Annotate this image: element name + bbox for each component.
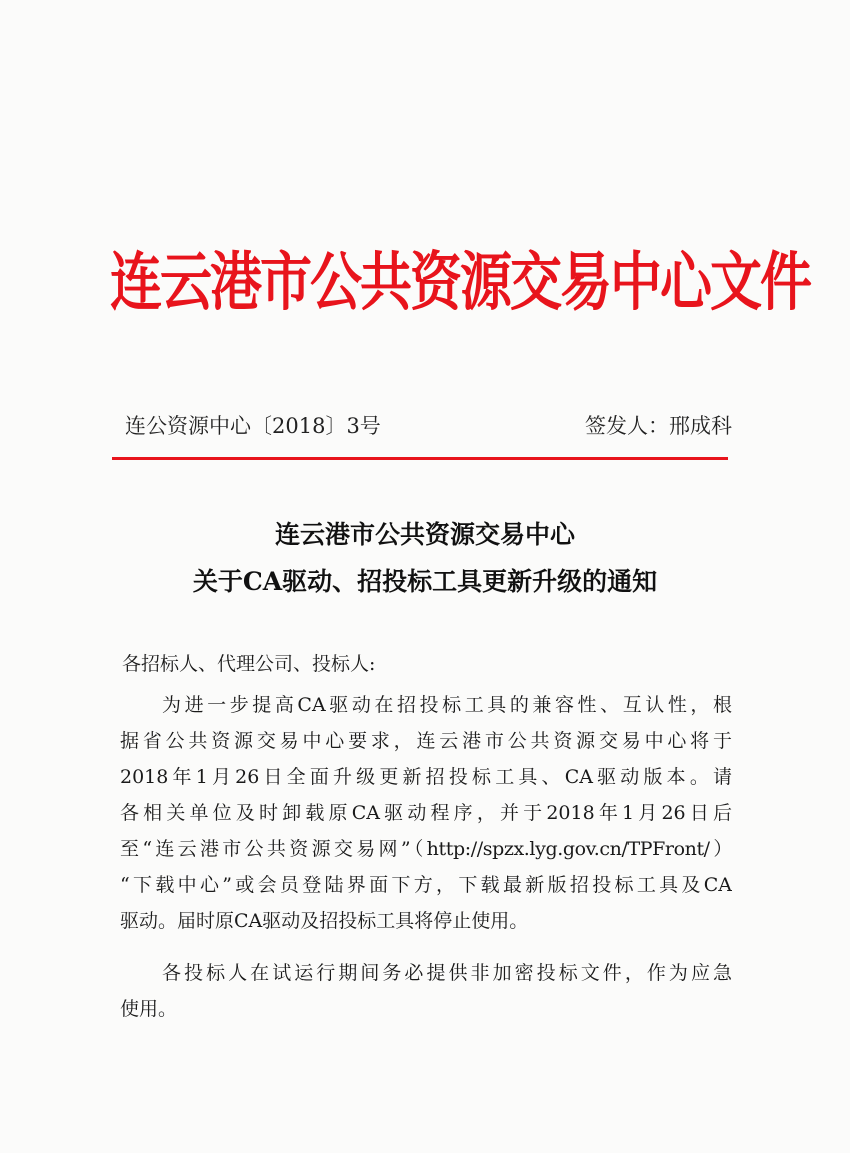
signer: 签发人：邢成科: [585, 414, 732, 438]
paragraph-1: [120, 690, 732, 942]
notice-title-line-1: 连云港市公共资源交易中心: [274, 520, 575, 549]
notice-body: [120, 690, 732, 1030]
notice-title-line-2: 关于CA驱动、招投标工具更新升级的通知: [192, 567, 658, 596]
paragraph-line: 为进一步提高CA驱动在招投标工具的兼容性、互认性，根: [162, 694, 732, 716]
paragraph-line: 驱动。届时原CA驱动及招投标工具将停止使用。: [120, 910, 529, 932]
paragraph-line: 各相关单位及时卸载原CA驱动程序，并于2018年1月26日后: [120, 802, 732, 824]
paragraph-line: 使用。: [120, 998, 178, 1020]
paragraph-2: [120, 958, 732, 1030]
paragraph-line: 据省公共资源交易中心要求，连云港市公共资源交易中心将于: [120, 730, 732, 752]
salutation: 各招标人、代理公司、投标人:: [122, 653, 376, 675]
red-divider-line: [112, 457, 728, 460]
paragraph-line: 2018年1月26日全面升级更新招投标工具、CA驱动版本。请: [120, 766, 732, 788]
paragraph-line: “下载中心”或会员登陆界面下方，下载最新版招投标工具及CA: [120, 874, 732, 896]
document-number: 连公资源中心〔2018〕3号: [125, 414, 381, 438]
paragraph-line: 至“连云港市公共资源交易网”（http://spzx.lyg.gov.cn/TPFront/）: [120, 838, 732, 860]
document-header-title: 连云港市公共资源交易中心文件: [110, 245, 811, 320]
paragraph-line: 各投标人在试运行期间务必提供非加密投标文件，作为应急: [162, 962, 732, 984]
